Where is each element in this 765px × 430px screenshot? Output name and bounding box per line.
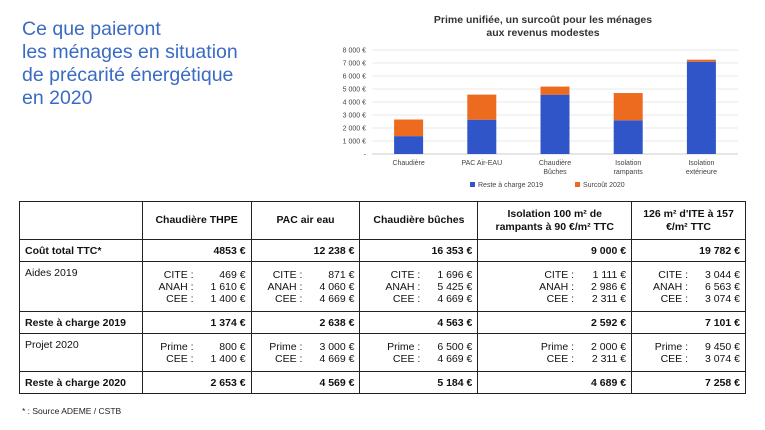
aid-value: 4 669 € — [319, 292, 355, 305]
cell-projet — [632, 334, 746, 372]
row-label: Reste à charge 2020 — [20, 372, 143, 394]
row-aides-2019 — [20, 262, 746, 312]
aid-label: CEE : — [392, 292, 421, 305]
cell-aides — [360, 262, 478, 312]
row-cout-total — [20, 240, 746, 262]
aid-label: Prime : — [654, 340, 688, 353]
x-tick-label: rampants — [613, 169, 643, 176]
bar-segment — [541, 95, 570, 154]
cell-value: 2 638 € — [251, 312, 360, 334]
y-tick-label: 3 000 € — [342, 112, 366, 120]
aid-value: 2 000 € — [591, 340, 627, 353]
aid-value: 3 000 € — [319, 340, 355, 353]
y-tick-label: 8 000 € — [342, 47, 366, 55]
aid-label: ANAH : — [652, 280, 688, 293]
aid-value: 1 400 € — [210, 352, 246, 365]
cell-value: 4853 € — [142, 240, 251, 262]
cell-projet — [360, 334, 478, 372]
aid-label: ANAH : — [267, 280, 303, 293]
aid-value: 4 060 € — [319, 280, 355, 293]
header-isolation-rampants: Isolation 100 m² de rampants à 90 €/m² TTC — [478, 202, 632, 240]
header-chaudiere-thpe: Chaudière THPE — [142, 202, 251, 240]
aid-label: CITE : — [390, 268, 421, 281]
chart-title: Prime unifiée, un surcoût pour les ménages — [433, 14, 653, 26]
aid-value: 4 669 € — [319, 352, 355, 365]
headline — [22, 18, 312, 110]
cell-value: 16 353 € — [360, 240, 478, 262]
cell-value: 1 374 € — [142, 312, 251, 334]
aid-label: CEE : — [275, 352, 303, 365]
bar-segment — [687, 60, 716, 62]
aid-value: 469 € — [219, 268, 246, 281]
row-reste-2019 — [20, 312, 746, 334]
cell-projet — [142, 334, 251, 372]
row-label: Coût total TTC* — [20, 240, 143, 262]
headline-line-3: de précarité énergétique — [22, 64, 234, 86]
aid-value: 800 € — [219, 340, 246, 353]
x-tick-label: PAC Air-EAU — [461, 160, 503, 167]
aid-label: CITE : — [658, 268, 688, 281]
x-axis-labels — [392, 160, 717, 176]
bar-segment — [467, 120, 496, 154]
aid-value: 6 563 € — [704, 280, 740, 293]
x-tick-label: Isolation — [615, 160, 642, 167]
aid-value: 3 044 € — [704, 268, 740, 281]
legend-label: Reste à charge 2019 — [478, 182, 543, 189]
aid-value: 9 450 € — [704, 340, 740, 353]
cost-table — [19, 201, 746, 394]
bar-segment — [467, 95, 496, 120]
row-label: Aides 2019 — [20, 262, 143, 312]
aid-value: 6 500 € — [437, 340, 473, 353]
cell-value: 7 101 € — [632, 312, 746, 334]
cell-value: 7 258 € — [632, 372, 746, 394]
aid-value: 1 111 € — [592, 268, 627, 281]
headline-line-2: les ménages en situation — [22, 41, 238, 63]
y-tick-label: 4 000 € — [342, 99, 366, 107]
x-tick-label: Isolation — [688, 160, 715, 167]
chart-subtitle: aux revenus modestes — [486, 27, 600, 39]
aid-label: CEE : — [392, 352, 421, 365]
aid-value: 871 € — [328, 268, 355, 281]
aid-label: Prime : — [540, 340, 575, 353]
cell-value: 4 569 € — [251, 372, 360, 394]
cell-aides — [251, 262, 360, 312]
aid-label: CEE : — [660, 352, 688, 365]
cell-aides — [478, 262, 632, 312]
footnote: * : Source ADEME / CSTB — [22, 406, 122, 416]
legend-swatch — [470, 182, 475, 187]
cell-projet — [251, 334, 360, 372]
aid-value: 4 669 € — [437, 352, 473, 365]
aid-value: 1 696 € — [437, 268, 473, 281]
aid-label: CITE : — [544, 268, 575, 281]
cell-value: 12 238 € — [251, 240, 360, 262]
aid-label: CEE : — [660, 292, 688, 305]
header-pac-air-eau: PAC air eau — [251, 202, 360, 240]
header-chaudiere-buches: Chaudière bûches — [360, 202, 478, 240]
aid-value: 3 074 € — [704, 352, 740, 365]
cell-aides — [142, 262, 251, 312]
legend-swatch — [575, 182, 580, 187]
aid-label: ANAH : — [539, 280, 575, 293]
bar-segment — [614, 93, 643, 120]
aid-label: CITE : — [163, 268, 194, 281]
y-axis-ticks — [343, 48, 367, 159]
y-tick-label: 2 000 € — [342, 125, 366, 133]
bar-segment — [394, 136, 423, 154]
cell-value: 4 563 € — [360, 312, 478, 334]
y-tick-label: 5 000 € — [342, 86, 366, 94]
cell-value: 4 689 € — [478, 372, 632, 394]
legend — [470, 182, 625, 189]
row-label: Projet 2020 — [20, 334, 143, 372]
row-reste-2020 — [20, 372, 746, 394]
row-projet-2020 — [20, 334, 746, 372]
y-tick-label: 1 000 € — [342, 138, 366, 146]
bar-segment — [614, 120, 643, 154]
aid-label: Prime : — [160, 340, 194, 353]
aid-label: CEE : — [546, 352, 575, 365]
cell-value: 5 184 € — [360, 372, 478, 394]
x-tick-label: Bûches — [543, 169, 567, 176]
aid-label: ANAH : — [385, 280, 421, 293]
aid-value: 5 425 € — [437, 280, 473, 293]
aid-value: 4 669 € — [437, 292, 473, 305]
cell-value: 2 592 € — [478, 312, 632, 334]
row-label: Reste à charge 2019 — [20, 312, 143, 334]
cell-value: 9 000 € — [478, 240, 632, 262]
aid-label: CEE : — [546, 292, 575, 305]
cell-aides — [632, 262, 746, 312]
aid-value: 1 610 € — [210, 280, 246, 293]
aid-value: 2 311 € — [591, 352, 627, 365]
cell-value: 19 782 € — [632, 240, 746, 262]
stacked-bar-chart — [320, 6, 750, 198]
table-header-row — [20, 202, 746, 240]
x-tick-label: Chaudière — [392, 160, 425, 167]
cell-value: 2 653 € — [142, 372, 251, 394]
aid-value: 3 074 € — [704, 292, 740, 305]
aid-label: CEE : — [166, 352, 194, 365]
aid-label: CEE : — [166, 292, 194, 305]
aid-value: 1 400 € — [210, 292, 246, 305]
bars — [394, 60, 716, 154]
y-tick-label: - — [363, 151, 366, 159]
headline-line-1: Ce que paieront — [22, 18, 161, 40]
x-tick-label: extérieure — [685, 169, 717, 176]
y-tick-label: 6 000 € — [342, 73, 366, 81]
bar-segment — [687, 62, 716, 154]
aid-label: Prime : — [387, 340, 421, 353]
headline-line-4: en 2020 — [22, 87, 93, 109]
aid-value: 2 311 € — [591, 292, 627, 305]
header-empty — [20, 202, 143, 240]
legend-label: Surcoût 2020 — [583, 182, 625, 189]
aid-value: 2 986 € — [591, 280, 627, 293]
bar-segment — [394, 120, 423, 137]
bar-segment — [541, 87, 570, 95]
aid-label: CEE : — [275, 292, 303, 305]
aid-label: CITE : — [272, 268, 303, 281]
aid-label: ANAH : — [158, 280, 194, 293]
aid-label: Prime : — [269, 340, 303, 353]
x-tick-label: Chaudière — [538, 160, 572, 167]
cell-projet — [478, 334, 632, 372]
y-tick-label: 7 000 € — [342, 60, 366, 68]
header-ite: 126 m² d'ITE à 157 €/m² TTC — [632, 202, 746, 240]
